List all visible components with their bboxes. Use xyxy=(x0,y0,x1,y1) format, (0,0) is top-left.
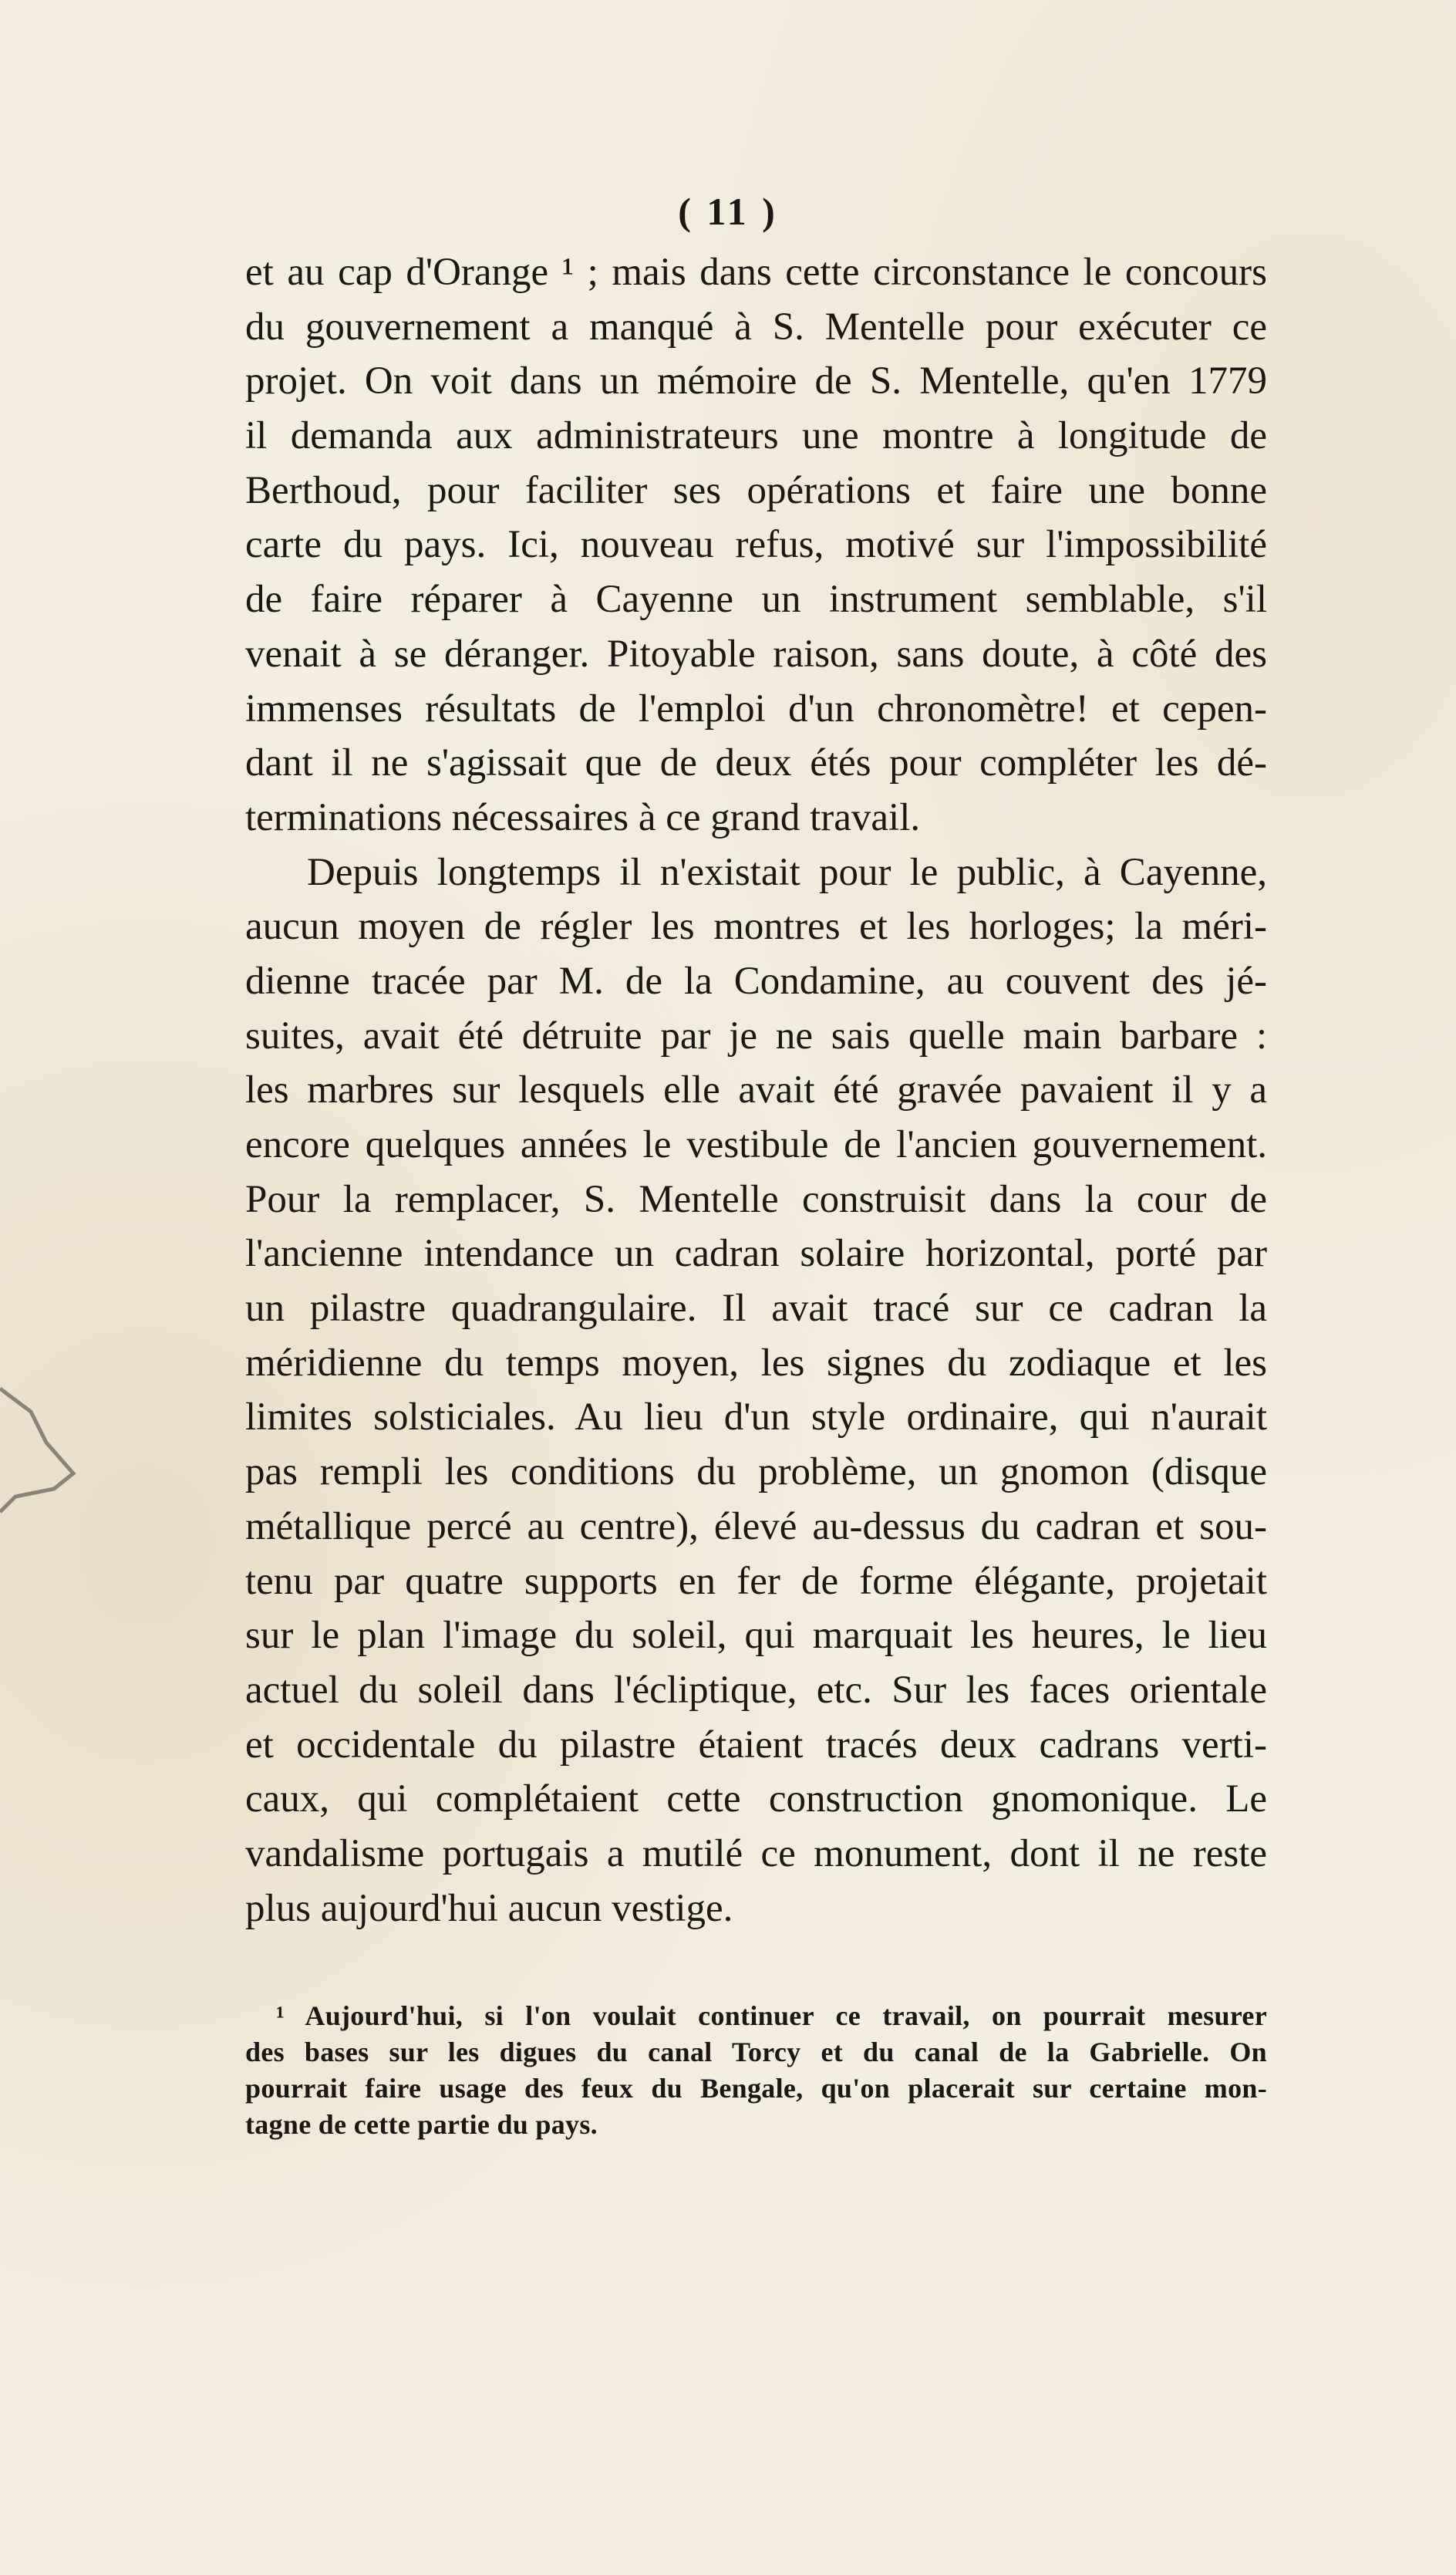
text-line: carte du pays. Ici, nouveau refus, motivé sur l'impossibilité xyxy=(245,523,1267,567)
text-line: métallique percé au centre), élevé au-dessus du cadran et sou- xyxy=(245,1504,1267,1548)
page-number: ( 11 ) xyxy=(678,190,778,233)
text-line: vandalisme portugais a mutilé ce monument, dont il ne reste xyxy=(245,1831,1267,1875)
text-line: projet. On voit dans un mémoire de S. Mentelle, qu'en 1779 xyxy=(245,359,1267,403)
footnote-line: des bases sur les digues du canal Torcy et du canal de la Gabrielle. On xyxy=(245,2037,1267,2067)
paragraph-1 xyxy=(245,245,1267,845)
footnote xyxy=(245,1998,1267,2143)
text-line: venait à se déranger. Pitoyable raison, sans doute, à côté des xyxy=(245,632,1267,676)
text-line: sur le plan l'image du soleil, qui marquait les heures, le lieu xyxy=(245,1614,1267,1658)
text-line: plus aujourd'hui aucun vestige. xyxy=(245,1886,733,1930)
text-line: Depuis longtemps il n'existait pour le public, à Cayenne, xyxy=(307,850,1267,894)
text-line: actuel du soleil dans l'écliptique, etc. Sur les faces orientale xyxy=(245,1668,1267,1712)
text-line: caux, qui complétaient cette construction gnomonique. Le xyxy=(245,1777,1267,1821)
text-line: aucun moyen de régler les montres et les horloges; la méri- xyxy=(245,905,1267,949)
text-line: de faire réparer à Cayenne un instrument semblable, s'il xyxy=(245,578,1267,622)
text-line: il demanda aux administrateurs une montre à longitude de xyxy=(245,414,1267,458)
text-line: suites, avait été détruite par je ne sais quelle main barbare : xyxy=(245,1014,1267,1058)
footnote-line: pourrait faire usage des feux du Bengale, qu'on placerait sur certaine mon- xyxy=(245,2073,1267,2104)
text-line: l'ancienne intendance un cadran solaire horizontal, porté par xyxy=(245,1232,1267,1276)
text-line: dant il ne s'agissait que de deux étés pour compléter les dé- xyxy=(245,741,1267,785)
text-line: terminations nécessaires à ce grand travail. xyxy=(245,795,921,839)
footnote-line: tagne de cette partie du pays. xyxy=(245,2109,598,2140)
main-text xyxy=(245,245,1267,1935)
text-line: les marbres sur lesquels elle avait été gravée pavaient il y a xyxy=(245,1068,1267,1112)
paragraph-2 xyxy=(245,845,1267,1936)
text-line: et occidentale du pilastre étaient tracés deux cadrans verti- xyxy=(245,1723,1267,1767)
text-line: un pilastre quadrangulaire. Il avait tracé sur ce cadran la xyxy=(245,1287,1267,1331)
text-line: pas rempli les conditions du problème, un gnomon (disque xyxy=(245,1450,1267,1494)
text-line: dienne tracée par M. de la Condamine, au couvent des jé- xyxy=(245,959,1267,1003)
text-line: et au cap d'Orange ¹ ; mais dans cette circonstance le concours xyxy=(245,251,1267,294)
text-line: limites solsticiales. Au lieu d'un style ordinaire, qui n'aurait xyxy=(245,1395,1267,1439)
torn-margin-mark xyxy=(0,1358,93,1558)
footnote-line: ¹ Aujourd'hui, si l'on voulait continuer ce travail, on pourrait mesurer xyxy=(276,2000,1267,2031)
text-line: du gouvernement a manqué à S. Mentelle pour exécuter ce xyxy=(245,305,1267,349)
text-line: tenu par quatre supports en fer de forme élégante, projetait xyxy=(245,1559,1267,1603)
text-line: Berthoud, pour faciliter ses opérations et faire une bonne xyxy=(245,468,1267,512)
text-line: méridienne du temps moyen, les signes du zodiaque et les xyxy=(245,1341,1267,1385)
text-line: immenses résultats de l'emploi d'un chronomètre! et cepen- xyxy=(245,687,1267,731)
text-line: Pour la remplacer, S. Mentelle construisit dans la cour de xyxy=(245,1177,1267,1221)
text-line: encore quelques années le vestibule de l'ancien gouvernement. xyxy=(245,1123,1267,1166)
